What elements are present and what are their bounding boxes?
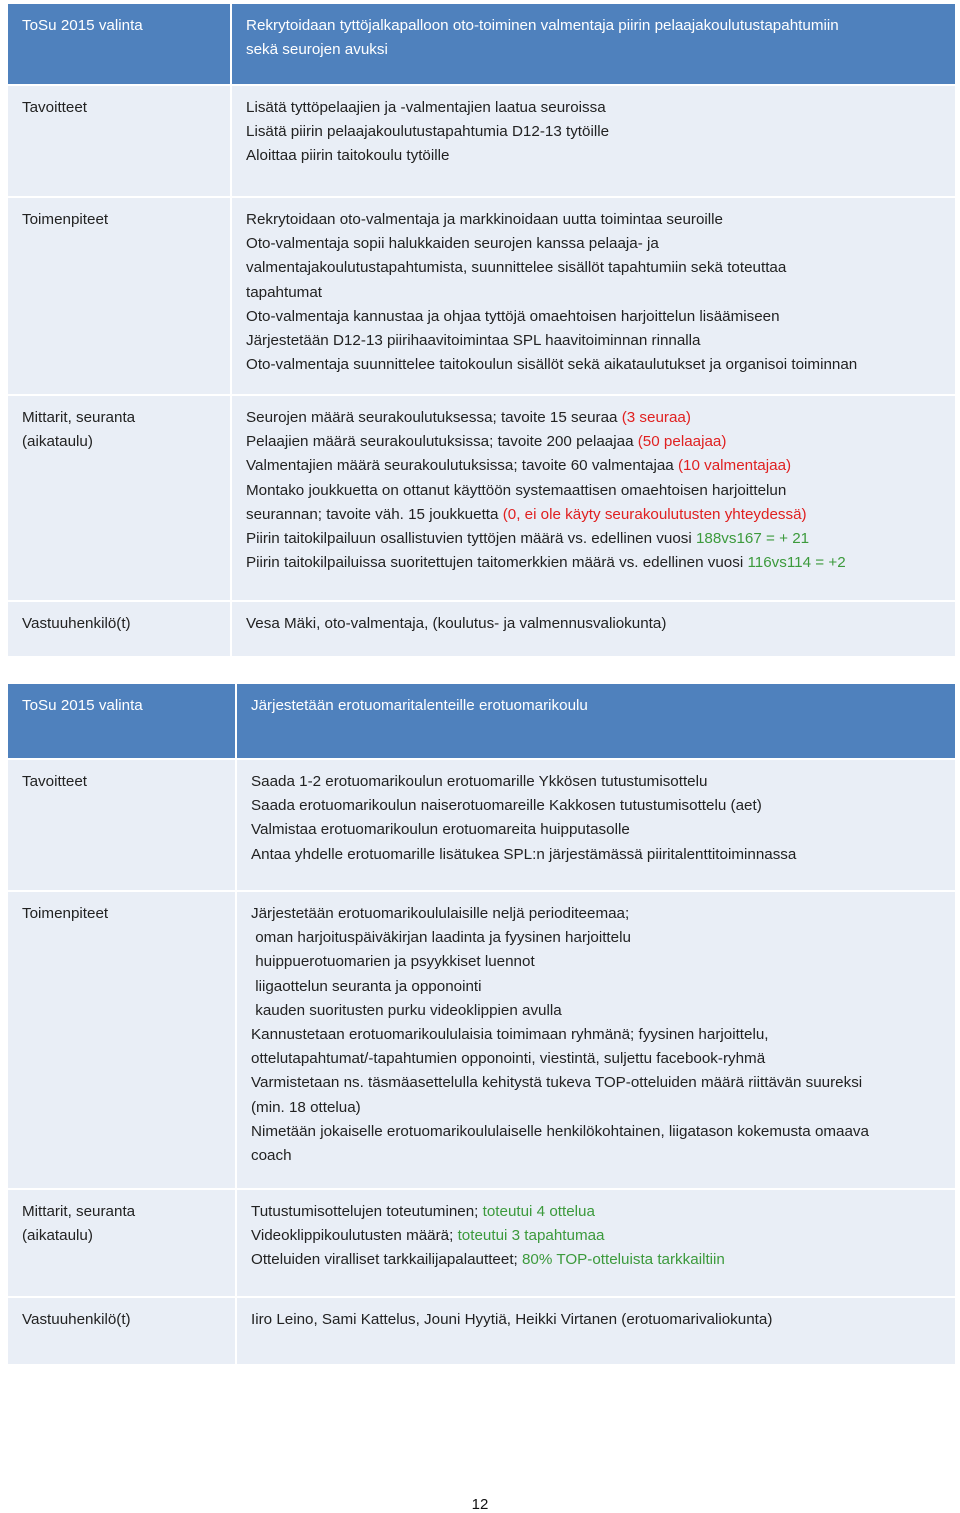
metric-text: Montako joukkuetta on ottanut käyttöön systemaattisen omaehtoisen harjoittelun [246,481,787,499]
row-content-cell [237,1298,955,1364]
goal-table-2 [8,684,955,1366]
action-line: tapahtumat [246,283,322,301]
row-label: (aikataulu) [22,433,93,451]
row-content-cell [232,396,955,600]
metric-text: Valmentajien määrä seurakoulutuksissa; tavoite 60 valmentajaa [246,457,678,475]
row-label-cell [8,1298,235,1364]
action-line: (min. 18 ottelua) [251,1098,361,1116]
table-header-row [8,684,955,758]
metric-line [246,406,941,430]
metric-line [246,479,941,503]
goal-line: Saada 1-2 erotuomarikoulun erotuomarille Ykkösen tutustumisottelu [251,773,708,790]
row-content-cell [232,602,955,656]
goal-line: Aloittaa piirin taitokoulu tytöille [246,147,450,165]
metric-text: seurannan; tavoite väh. 15 joukkuetta [246,505,503,523]
header-title-line: Järjestetään erotuomaritalenteille erotuomarikoulu [251,697,588,714]
header-title-line: sekä seurojen avuksi [246,41,388,59]
row-label-cell [8,396,230,600]
row-content-cell [237,892,955,1188]
row-label-cell [8,892,235,1188]
row-label-cell [8,198,230,394]
header-title-cell [232,4,955,84]
action-line: ottelutapahtumat/-tapahtumien opponointi, viestintä, suljettu facebook-ryhmä [251,1050,766,1068]
mittarit-row [8,396,955,600]
action-line: Oto-valmentaja kannustaa ja ohjaa tyttöjä omaehtoisen harjoittelun lisäämiseen [246,307,780,325]
row-content-cell [237,1190,955,1296]
row-label-cell [8,760,235,890]
vastuu-row [8,1298,955,1364]
action-line: coach [251,1147,292,1165]
metric-line [251,1224,941,1248]
metric-line [246,454,941,478]
metric-result: toteutui 4 ottelua [482,1203,595,1220]
action-line: Järjestetään D12-13 piirihaavitoimintaa SPL haavitoiminnan rinnalla [246,332,701,350]
row-label: Vastuuhenkilö(t) [22,1311,131,1328]
row-label: Mittarit, seuranta [22,409,136,426]
metric-text: Videoklippikoulutusten määrä; [251,1227,458,1245]
row-label: Toimenpiteet [22,905,109,922]
metric-text: Piirin taitokilpailuun osallistuvien tyttöjen määrä vs. edellinen vuosi [246,530,696,548]
responsible-text: Vesa Mäki, oto-valmentaja, (koulutus- ja valmennusvaliokunta) [246,615,667,632]
metric-result: toteutui 3 tapahtumaa [457,1227,605,1245]
metric-result: (50 pelaajaa) [637,433,727,451]
metric-line [246,503,941,527]
row-content-cell [237,760,955,890]
action-line: kauden suoritusten purku videoklippien avulla [251,1001,562,1019]
action-line: liigaottelun seuranta ja opponointi [251,977,482,995]
row-content-cell [232,86,955,196]
header-label: ToSu 2015 valinta [22,17,143,34]
action-line: Oto-valmentaja sopii halukkaiden seurojen kanssa pelaaja- ja [246,235,659,253]
metric-result: (3 seuraa) [621,409,691,426]
action-line: valmentajakoulutustapahtumista, suunnittelee sisällöt tapahtumiin sekä toteuttaa [246,259,787,277]
goal-line: Saada erotuomarikoulun naiserotuomareille Kakkosen tutustumisottelu (aet) [251,797,762,815]
metric-line [246,430,941,454]
row-label: (aikataulu) [22,1227,93,1245]
mittarit-row [8,1190,955,1296]
metric-text: Tutustumisottelujen toteutuminen; [251,1203,483,1220]
row-label: Toimenpiteet [22,211,109,228]
metric-result: 80% TOP-otteluista tarkkailtiin [521,1251,725,1269]
metric-text: Piirin taitokilpailuissa suoritettujen taitomerkkien määrä vs. edellinen vuosi [246,554,748,572]
action-line: Järjestetään erotuomarikoululaisille neljä perioditeemaa; [251,905,630,922]
action-line: Oto-valmentaja suunnittelee taitokoulun sisällöt sekä aikataulutukset ja organisoi toiminnan [246,356,858,374]
header-label-cell [8,684,235,758]
goal-line: Lisätä piirin pelaajakoulutustapahtumia D12-13 tytöille [246,123,610,141]
metric-text: Otteluiden viralliset tarkkailijapalautteet; [251,1251,522,1269]
metric-line [246,551,941,575]
metric-line [251,1248,941,1272]
tavoitteet-row [8,760,955,890]
metric-text: Pelaajien määrä seurakoulutuksissa; tavoite 200 pelaajaa [246,433,638,451]
row-label: Mittarit, seuranta [22,1203,136,1220]
row-label-cell [8,602,230,656]
metric-result: (0, ei ole käyty seurakoulutusten yhteydessä) [502,505,807,523]
metric-result: 116vs114 = +2 [747,554,846,572]
row-label: Tavoitteet [22,773,88,790]
goal-line: Valmistaa erotuomarikoulun erotuomareita huipputasolle [251,821,630,839]
toimenpiteet-row [8,198,955,394]
action-line: Nimetään jokaiselle erotuomarikoululaiselle henkilökohtainen, liigatason kokemusta omaava [251,1122,869,1140]
action-line: oman harjoituspäiväkirjan laadinta ja fyysinen harjoittelu [251,929,631,947]
metric-result: (10 valmentajaa) [677,457,792,475]
action-line: Kannustetaan erotuomarikoululaisia toimimaan ryhmänä; fyysinen harjoittelu, [251,1026,769,1044]
toimenpiteet-row [8,892,955,1188]
goal-line: Lisätä tyttöpelaajien ja -valmentajien laatua seuroissa [246,99,606,116]
row-label: Tavoitteet [22,99,88,116]
vastuu-row [8,602,955,656]
action-line: huippuerotuomarien ja psyykkiset luennot [251,953,535,971]
row-content-cell [232,198,955,394]
table-header-row [8,4,955,84]
header-title-line: Rekrytoidaan tyttöjalkapalloon oto-toiminen valmentaja piirin pelaajakoulutustapahtumiin [246,17,839,34]
metric-line [246,527,941,551]
action-line: Rekrytoidaan oto-valmentaja ja markkinoidaan uutta toimintaa seuroille [246,211,723,228]
row-label-cell [8,86,230,196]
action-line: Varmistetaan ns. täsmäasettelulla kehitystä tukeva TOP-otteluiden määrä riittävän suureksi [251,1074,863,1092]
tavoitteet-row [8,86,955,196]
header-title-cell [237,684,955,758]
row-label: Vastuuhenkilö(t) [22,615,131,632]
header-label: ToSu 2015 valinta [22,697,143,714]
goal-table-1 [8,4,955,658]
responsible-text: Iiro Leino, Sami Kattelus, Jouni Hyytiä, Heikki Virtanen (erotuomarivaliokunta) [251,1311,773,1328]
header-label-cell [8,4,230,84]
metric-line [251,1200,941,1224]
row-label-cell [8,1190,235,1296]
goal-line: Antaa yhdelle erotuomarille lisätukea SPL:n järjestämässä piiritalenttitoiminnassa [251,845,797,863]
metric-result: 188vs167 = + 21 [695,530,810,548]
metric-text: Seurojen määrä seurakoulutuksessa; tavoite 15 seuraa [246,409,622,426]
page-number: 12 [471,1496,489,1513]
